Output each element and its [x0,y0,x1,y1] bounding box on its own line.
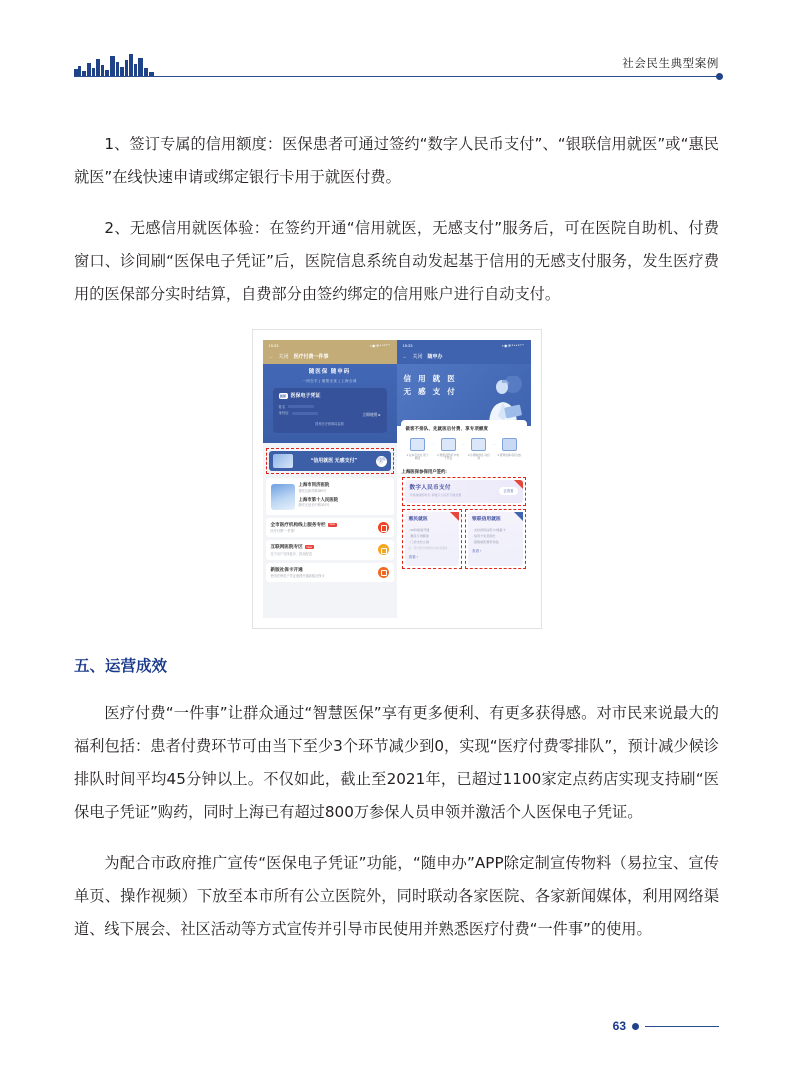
step-label: 2.预激活医保 中电子凭证 [437,453,460,460]
insurance-badge-icon: 医保 [279,393,286,398]
header-dot [716,73,723,80]
right-nav-bar[interactable] [397,351,531,364]
hero-line-1: 信 用 就 医 [403,374,458,383]
step-item [467,438,491,461]
left-nav-title: 医疗付费一件事 [293,354,329,361]
shield-icon [378,522,389,533]
footer-divider [645,1026,719,1027]
benefit-item: · 60秒极速开通 [408,527,430,532]
hospital-row [299,497,389,508]
digital-rmb-view-button[interactable]: 去查看 [499,487,517,495]
huimin-view-link[interactable]: 查看 › [408,554,418,559]
step-connector-dots: ··· [430,441,435,447]
page-header [0,0,793,100]
digital-rmb-subtitle: 手机碰碰即付付 享数字人民币专属优惠 [409,492,462,497]
hospital-address: 普陀区新村路389号 [298,488,327,493]
right-status-icons: ▪◉❈⁵⁴⁴⁶⁰⁺ [502,343,525,348]
entry-title-row [271,544,374,550]
page-number: 63 [612,1019,626,1033]
page-footer [613,1019,719,1033]
card-fields [279,405,381,419]
step-item [436,438,460,461]
benefit-item: · 门诊支付立减 [408,540,429,545]
entry-title-row [271,522,374,528]
left-nav-bar[interactable] [263,351,397,364]
hero-line-2: 无 感 支 付 [403,387,458,396]
unionpay-highlight [465,509,526,569]
step-label: 3.诊费取得自 动扣款 [467,453,490,460]
left-hero-title: 随医保 随申码 [308,369,351,375]
entry-title: 新版社保卡开通 [270,566,303,572]
left-nav-close-label[interactable]: 关闭 [278,354,289,361]
signup-options-row [402,509,526,569]
list-item[interactable] [266,518,394,537]
left-hero-banner [263,364,397,443]
unionpay-view-link[interactable]: 查看 › [472,549,482,554]
right-phone-screenshot [397,340,531,618]
left-phone-screenshot [263,340,397,618]
credit-payment-promo-highlight [266,448,394,474]
promo-signup-button[interactable]: 立即签约 [376,456,387,467]
right-status-time: 15:33 [402,343,413,348]
corner-flag-icon [514,512,523,521]
hospital-thumbnail [271,484,295,510]
hospital-name: 上海市同济医院 [298,482,330,488]
benefit-item: · 银联就医费用补贴 [472,540,499,545]
back-arrow-icon[interactable]: ← [268,354,274,361]
right-slogan: 做客不排队、先就医后付费、享专项额度 [405,426,489,431]
signup-section-title: 上海医保参保用户签约: [401,468,447,474]
hospital-address: 静安区延长中路301号 [298,503,330,508]
step-label: 1.在本页内点 领个额度 [406,453,429,460]
gear-icon [378,567,389,578]
card-header [279,393,381,399]
document-icon [410,438,425,451]
paragraph-benefits: 医疗付费“一件事”让群众通过“智慧医保”享有更多便利、有更多获得感。对市民来说最大的福利包括：患者付费环节可由当下至少3个环节减少到0，实现“医疗付费零排队”，预计减少候诊排队时间平均45分钟以上。不仅如此，截止至2021年，已超过1100家定点药店实现支持刷“医保电子凭证”购药，同时上海已有超过800万参保人员申领并激活个人医保电子凭证。 [74,704,719,821]
huimin-benefits [409,527,456,546]
doctor-illustration [479,376,525,426]
right-info-sheet [401,420,527,465]
footer-dot [632,1023,639,1030]
entry-tag: New [329,523,335,527]
steps-row [406,438,522,461]
step-connector-dots: ··· [492,441,497,447]
card-footer-note: 国家医疗保障局监制 [315,422,344,427]
hospital-list-item[interactable] [266,478,394,515]
unionpay-title: 银联信用就医 [472,516,501,522]
benefit-item: · 信用卡免息期长 [472,533,496,538]
header-divider [74,76,719,77]
card-field-name: 姓名 [279,405,318,409]
step-connector-dots: ··· [461,441,466,447]
card-title: 医保电子凭证 [290,393,321,400]
huimin-title: 惠民就医 [408,516,428,522]
right-nav-title: 随申办 [427,354,443,361]
list-item[interactable] [266,563,394,582]
paragraph-promotion: 为配合市政府推广宣传“医保电子凭证”功能，“随申办”APP除定制宣传物料（易拉宝、宣传单页、操作视频）下放至本市所有公立医院外，同时联动各家医院、各家新闻媒体，利用网络渠道、线下展会、社区活动等方式宣传并引导市民使用并熟悉医疗付费“一件事”的使用。 [74,854,719,938]
step-item [406,438,430,461]
book-icon [378,544,389,555]
credit-payment-promo-banner[interactable] [269,451,391,471]
entry-tag: New [306,545,312,549]
card-field-id: 身份证 [279,411,318,415]
digital-rmb-highlight [402,477,526,506]
masked-value-bar [292,412,318,415]
benefit-item: · 惠民专项额度 [408,533,429,538]
benefit-item: · 支持使用信用卡/储蓄卡 [472,527,506,532]
entry-subtitle: 医疗付费“一件事” [270,529,295,534]
right-nav-close-label[interactable]: 关闭 [412,354,423,361]
right-status-bar [397,340,531,351]
list-item[interactable] [266,540,394,559]
digital-rmb-title: 数字人民币支付 [409,485,451,491]
medical-insurance-card[interactable] [273,388,387,433]
left-hero-tabs: 一码在手 | 便捷无忧 | 上海全城 [302,378,357,383]
digital-rmb-card[interactable] [405,480,523,503]
document-content [74,128,719,964]
right-hero-banner [397,364,531,426]
masked-value-bar [288,405,314,408]
left-status-time: 15:33 [268,343,279,348]
promo-text: “信用就医 无感支付” [310,457,358,464]
lock-icon [502,438,517,451]
entry-subtitle: 使用医保电子凭证便捷开通新版社保卡 [270,573,325,578]
promo-thumbnail [273,454,293,468]
corner-flag-icon [514,480,523,489]
unionpay-benefits [472,527,519,546]
section-heading-operations: 五、运营成效 [74,657,168,675]
step-item [497,438,521,458]
app-screenshots-figure [252,329,542,629]
step-label: 4.费用结算 (院月结) [497,453,522,457]
hospital-row [299,482,389,493]
hospital-name: 上海市第十人民医院 [298,496,339,502]
right-signup-section [397,465,531,574]
left-status-bar [263,340,397,351]
header-title: 社会民生典型案例 [622,58,719,70]
paragraph-seamless-experience: 2、无感信用就医体验：在签约开通“信用就医，无感支付”服务后，可在医院自助机、付费窗口、诊间刷“医保电子凭证”后，医院信息系统自动发起基于信用的无感支付服务，发生医疗费用的医保部分实时结算，自费部分由签约绑定的信用账户进行自动支付。 [74,219,719,303]
city-skyline-icon [74,53,156,77]
entry-title-row [271,567,374,573]
left-entry-list [266,478,394,582]
unionpay-card[interactable] [468,512,523,566]
paragraph-credit-limit: 1、签订专属的信用额度：医保患者可通过签约“数字人民币支付”、“银联信用就医”或“惠民就医”在线快速申请或绑定银行卡用于就医付费。 [74,135,719,186]
credit-card-icon [471,438,486,451]
huimin-card[interactable] [405,512,460,566]
left-status-icons: ▪◉❈⁴⁴⁶⁰⁺ [370,343,391,348]
figure-wrapper [74,329,719,629]
entry-title: 互联网医院专区 [270,544,303,550]
entry-subtitle: 足不出户在线复诊、药品配送 [270,551,312,556]
corner-flag-icon [450,512,459,521]
entry-title: 全市医疗机构线上服务专栏 [270,522,326,528]
huimin-note: 注：部分医疗机构暂未支持该服务 [408,547,448,551]
huimin-highlight [402,509,463,569]
card-scan-icon [441,438,456,451]
card-use-button[interactable]: 立即使用 ▸ [362,413,381,418]
back-arrow-icon[interactable]: ← [402,354,408,361]
